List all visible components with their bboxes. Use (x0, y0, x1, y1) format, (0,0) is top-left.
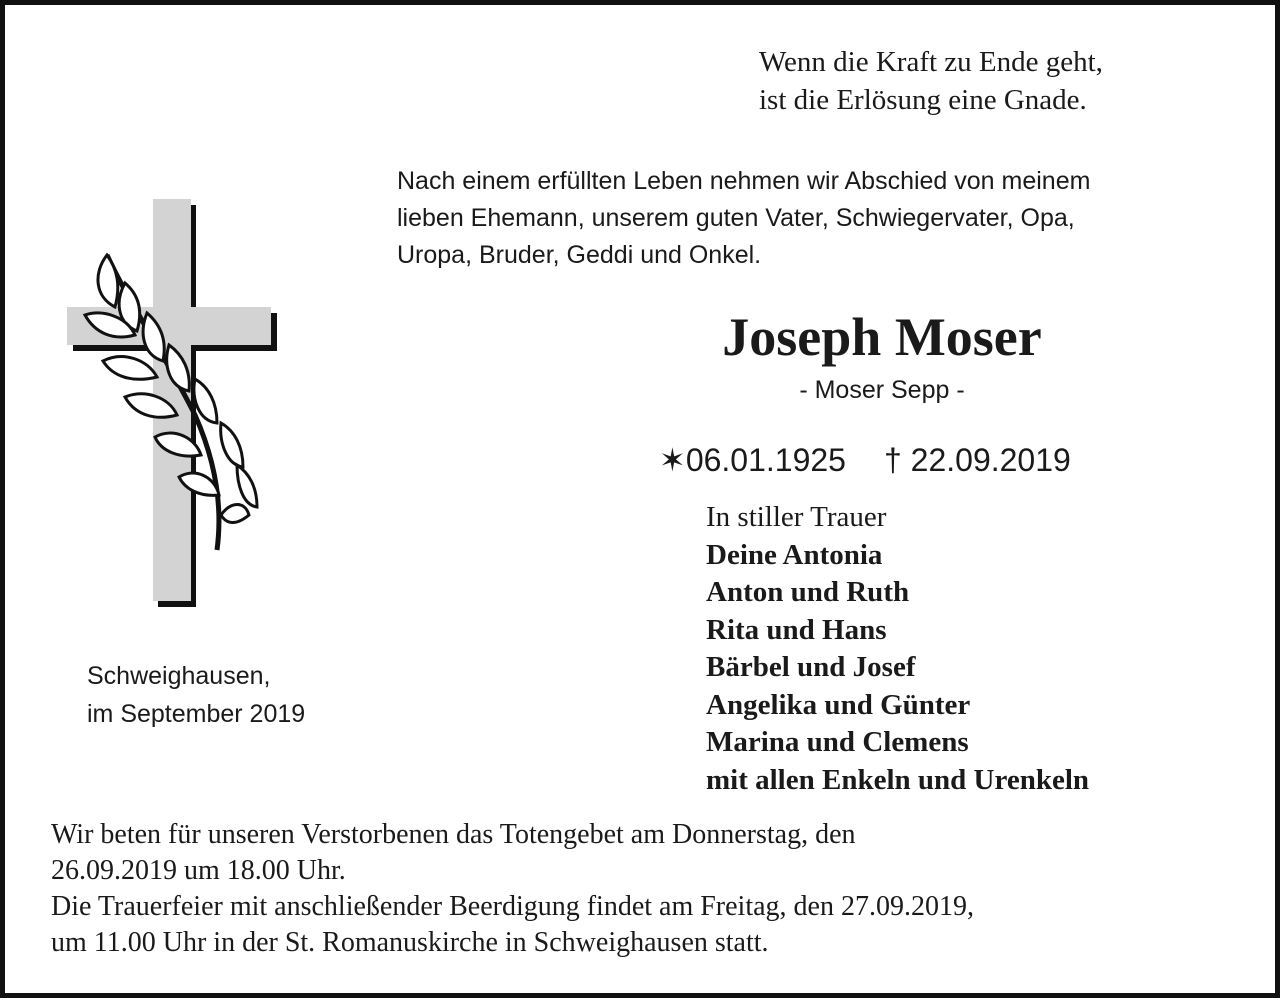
motto-line: Wenn die Kraft zu Ende geht, (759, 46, 1103, 78)
place-line: im September 2019 (87, 700, 306, 728)
deceased-name: Joseph Moser (722, 307, 1042, 367)
notice-line: 26.09.2019 um 18.00 Uhr. (51, 855, 346, 886)
mourner-name: Bärbel und Josef (706, 651, 916, 683)
intro-line: Nach einem erfüllten Leben nehmen wir Abschied von meinem (397, 167, 1091, 195)
intro-text (397, 163, 1090, 274)
life-dates (659, 438, 1071, 482)
notice-line: Wir beten für unseren Verstorbenen das Totengebet am Donnerstag, den (51, 819, 856, 850)
notice-line: Die Trauerfeier mit anschließender Beerdigung findet am Freitag, den 27.09.2019, (51, 891, 974, 922)
mourner-name: Deine Antonia (706, 538, 883, 571)
place-line: Schweighausen, (87, 662, 271, 690)
intro-line: Uropa, Bruder, Geddi und Onkel. (397, 241, 762, 269)
mourner-name: Marina und Clemens (706, 726, 969, 758)
birth-star-icon: ✶ (659, 442, 686, 478)
deceased-nickname: - Moser Sepp - (799, 376, 965, 404)
death-date: 22.09.2019 (910, 442, 1071, 478)
death-cross-icon: † (883, 442, 902, 478)
birth-date: 06.01.1925 (685, 442, 846, 478)
notice-line: um 11.00 Uhr in der St. Romanuskirche in Schweighausen statt. (51, 927, 769, 958)
mourner-name: mit allen Enkeln und Urenkeln (706, 763, 1090, 796)
mourner-name: Anton und Ruth (706, 576, 910, 608)
mourner-name: Rita und Hans (706, 613, 887, 646)
intro-line: lieben Ehemann, unserem guten Vater, Schwiegervater, Opa, (397, 204, 1075, 232)
mourner-name: Angelika und Günter (706, 688, 971, 721)
mourners-list (706, 499, 1089, 799)
mourners-heading: In stiller Trauer (706, 501, 887, 533)
funeral-notice (51, 817, 974, 961)
place-and-date (87, 657, 305, 733)
motto (759, 43, 1103, 119)
motto-line: ist die Erlösung eine Gnade. (759, 84, 1087, 116)
